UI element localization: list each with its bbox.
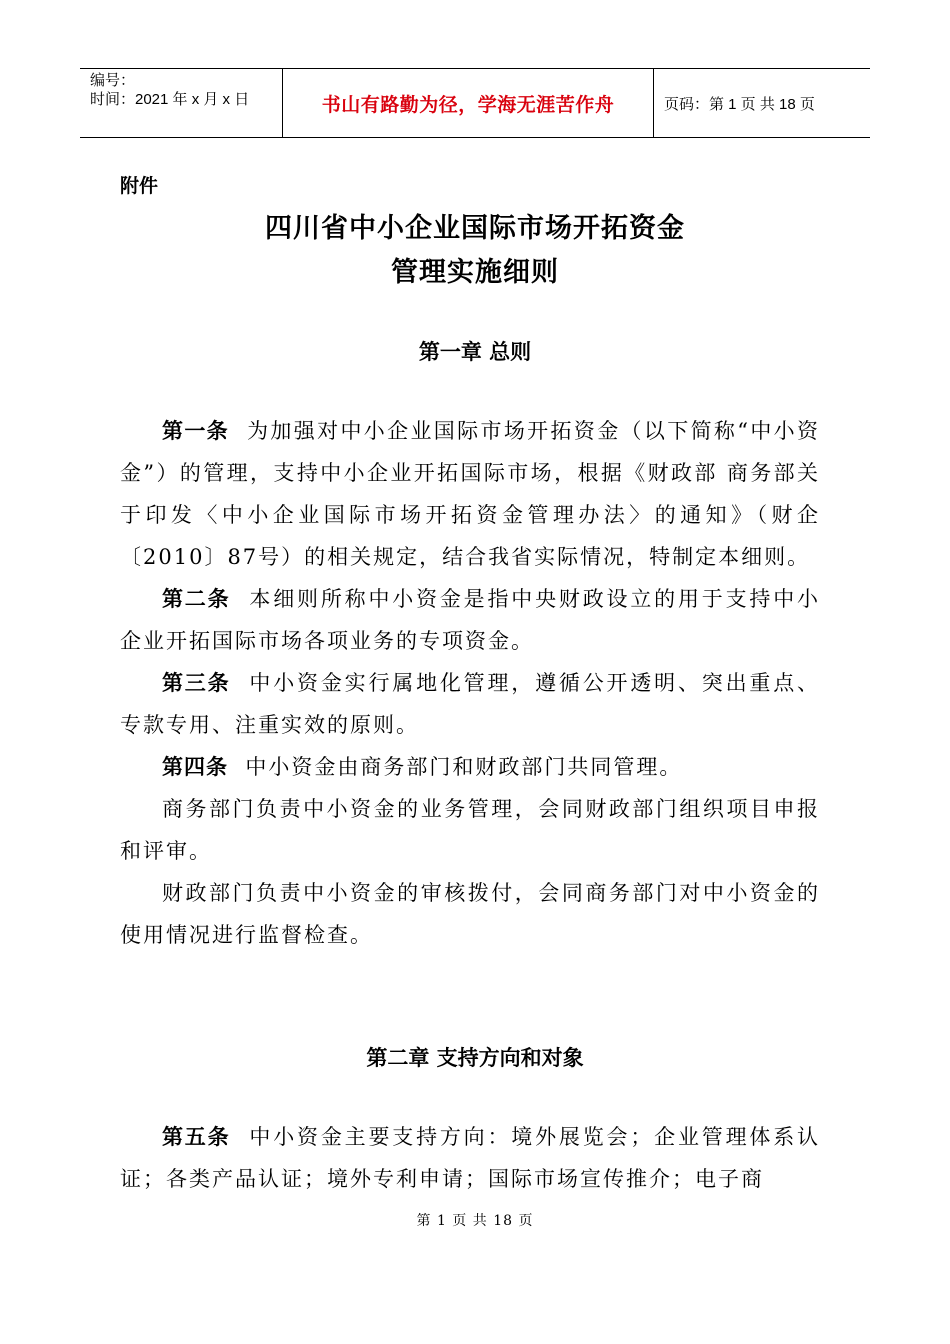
article-label: 第三条 xyxy=(162,671,231,695)
article-text: 中小资金主要支持方向：境外展览会；企业管理体系认证；各类产品认证；境外专利申请；国际市场宣传推介；电子商 xyxy=(120,1125,821,1191)
page-header xyxy=(80,68,870,138)
header-motto: 书山有路勤为径，学海无涯苦作舟 xyxy=(282,69,654,137)
article-paragraph xyxy=(120,578,820,662)
header-info-cell xyxy=(80,69,282,137)
chapter-2-body xyxy=(120,1116,820,1200)
document-date-label: 时间：2021 年 x 月 x 日 xyxy=(90,91,250,108)
article-paragraph xyxy=(120,410,820,578)
finance-dept-paragraph: 财政部门负责中小资金的审核拨付，会同商务部门对中小资金的使用情况进行监督检查。 xyxy=(120,881,820,947)
document-title-line2: 管理实施细则 xyxy=(391,257,559,288)
article-label: 第四条 xyxy=(162,755,228,779)
article-label: 第一条 xyxy=(162,419,230,443)
attachment-label: 附件 xyxy=(120,175,159,197)
article-text: 中小资金由商务部门和财政部门共同管理。 xyxy=(245,755,683,779)
article-label: 第二条 xyxy=(162,587,231,611)
article-text: 本细则所称中小资金是指中央财政设立的用于支持中小企业开拓国际市场各项业务的专项资金。 xyxy=(120,587,821,653)
chapter-heading-1: 第一章 总则 xyxy=(418,340,532,364)
commerce-dept-paragraph: 商务部门负责中小资金的业务管理，会同财政部门组织项目申报和评审。 xyxy=(120,797,820,863)
page-footer: 第 1 页 共 18 页 xyxy=(416,1213,534,1229)
article-text: 中小资金实行属地化管理，遵循公开透明、突出重点、专款专用、注重实效的原则。 xyxy=(120,671,821,737)
document-title-line1: 四川省中小企业国际市场开拓资金 xyxy=(265,213,685,244)
chapter-1-body xyxy=(120,410,820,956)
article-label: 第五条 xyxy=(162,1125,231,1149)
article-text: 为加强对中小企业国际市场开拓资金（以下简称“中小资金”）的管理，支持中小企业开拓国际市场，根据《财政部 商务部关于印发〈中小企业国际市场开拓资金管理办法〉的通知》（财企〔2010〕87号）的相关规定，结合我省实际情况，特制定本细则。 xyxy=(120,419,821,569)
document-number-label: 编号： xyxy=(90,72,136,89)
article-paragraph xyxy=(120,746,820,788)
article-paragraph xyxy=(120,1116,820,1200)
article-paragraph xyxy=(120,662,820,746)
header-page-number: 页码：第 1 页 共 18 页 xyxy=(664,95,815,113)
chapter-heading-2: 第二章 支持方向和对象 xyxy=(366,1046,584,1070)
